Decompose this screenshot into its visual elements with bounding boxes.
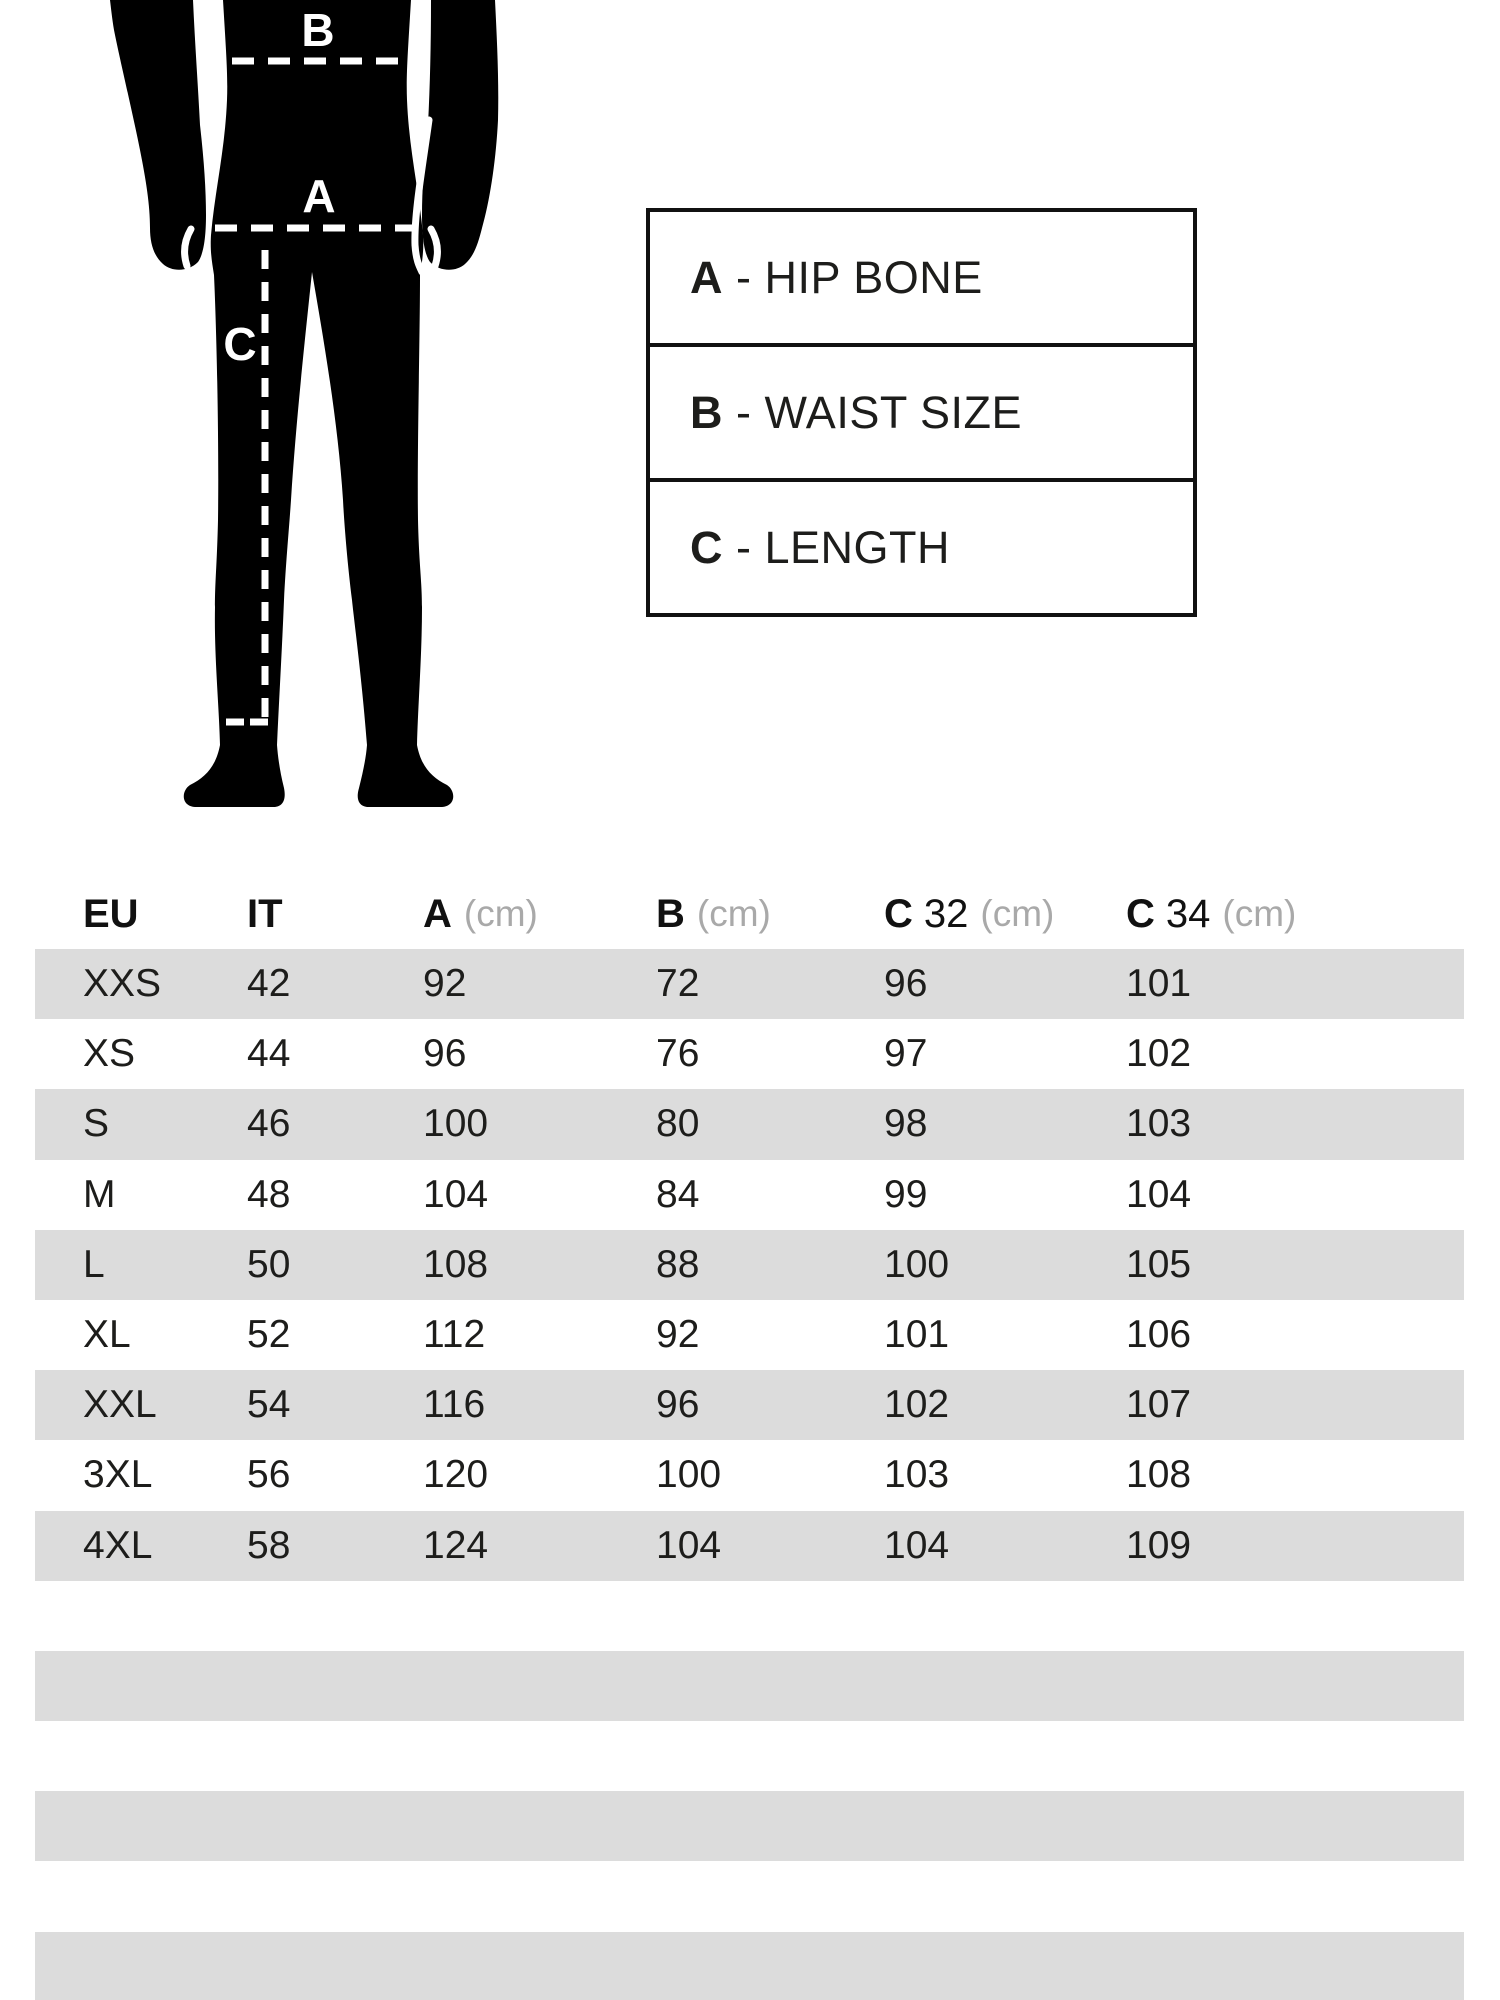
table-row — [35, 1651, 1464, 1721]
table-cell: 96 — [423, 1032, 467, 1076]
header-label: IT — [247, 891, 283, 936]
size-table-body — [35, 949, 1464, 2000]
figure-label-hip: A — [302, 170, 336, 222]
table-cell: 97 — [884, 1032, 928, 1076]
table-cell: 58 — [247, 1523, 291, 1567]
table-cell: 42 — [247, 962, 291, 1006]
table-cell: XL — [83, 1313, 131, 1357]
legend-dash: - — [736, 521, 752, 573]
table-cell: 76 — [656, 1032, 700, 1076]
table-cell: 105 — [1126, 1242, 1192, 1286]
table-cell: 101 — [884, 1313, 950, 1357]
legend-label: WAIST SIZE — [764, 386, 1023, 438]
table-cell: 101 — [1126, 962, 1192, 1006]
table-row — [35, 1019, 1464, 1089]
table-cell: 104 — [423, 1172, 489, 1216]
table-cell: 92 — [423, 962, 467, 1006]
header-sub-label: 34 — [1165, 891, 1211, 936]
table-cell: S — [83, 1102, 110, 1146]
table-cell: 109 — [1126, 1523, 1192, 1567]
header-unit: (cm) — [980, 893, 1055, 934]
table-row — [35, 1440, 1464, 1510]
table-cell: L — [83, 1242, 105, 1286]
table-header-cell — [247, 879, 283, 949]
table-cell: 56 — [247, 1453, 291, 1497]
table-row — [35, 1861, 1464, 1931]
figure-label-length: C — [223, 318, 257, 370]
table-cell: 80 — [656, 1102, 700, 1146]
table-cell: M — [83, 1172, 116, 1216]
table-cell: XXS — [83, 962, 162, 1006]
table-cell: 104 — [656, 1523, 722, 1567]
header-label: A — [423, 891, 452, 936]
table-cell: 100 — [884, 1242, 950, 1286]
table-cell: 50 — [247, 1242, 291, 1286]
table-row — [35, 1300, 1464, 1370]
table-cell: 108 — [1126, 1453, 1192, 1497]
table-cell: 99 — [884, 1172, 928, 1216]
header-sub-label: 32 — [923, 891, 969, 936]
table-cell: 102 — [884, 1383, 950, 1427]
legend-key: B — [690, 386, 723, 438]
legend-key: C — [690, 521, 723, 573]
table-header-cell — [1126, 879, 1296, 949]
table-cell: 96 — [656, 1383, 700, 1427]
table-cell: 46 — [247, 1102, 291, 1146]
legend-dash: - — [736, 386, 752, 438]
header-label: C — [1126, 891, 1155, 936]
table-cell: 120 — [423, 1453, 489, 1497]
table-cell: 3XL — [83, 1453, 153, 1497]
header-unit: (cm) — [696, 893, 771, 934]
table-row — [35, 1721, 1464, 1791]
measurement-legend — [646, 208, 1197, 617]
table-cell: 44 — [247, 1032, 291, 1076]
table-cell: XXL — [83, 1383, 157, 1427]
legend-dash: - — [736, 251, 752, 303]
table-cell: 104 — [1126, 1172, 1192, 1216]
table-cell: 107 — [1126, 1383, 1192, 1427]
table-cell: 116 — [423, 1383, 486, 1427]
table-cell: 96 — [884, 962, 928, 1006]
table-cell: 103 — [1126, 1102, 1192, 1146]
size-table-header — [35, 879, 1464, 949]
legend-row — [650, 212, 1193, 347]
legend-row — [650, 347, 1193, 482]
table-cell: 4XL — [83, 1523, 153, 1567]
legend-key: A — [690, 251, 723, 303]
header-label: C — [884, 891, 913, 936]
table-row — [35, 1230, 1464, 1300]
table-cell: 108 — [423, 1242, 489, 1286]
table-header-cell — [884, 879, 1054, 949]
table-row — [35, 1089, 1464, 1159]
table-row — [35, 1581, 1464, 1651]
table-cell: 88 — [656, 1242, 700, 1286]
header-label: B — [656, 891, 685, 936]
table-row — [35, 1160, 1464, 1230]
table-cell: 100 — [656, 1453, 722, 1497]
table-cell: 100 — [423, 1102, 489, 1146]
table-row — [35, 1511, 1464, 1581]
body-measurement-figure — [100, 0, 505, 810]
table-cell: 124 — [423, 1523, 489, 1567]
table-cell: 103 — [884, 1453, 950, 1497]
header-unit: (cm) — [1222, 893, 1297, 934]
table-row — [35, 949, 1464, 1019]
table-cell: 98 — [884, 1102, 928, 1146]
table-header-cell — [83, 879, 139, 949]
table-cell: 52 — [247, 1313, 291, 1357]
legend-label: HIP BONE — [764, 251, 983, 303]
figure-label-waist: B — [301, 4, 335, 56]
header-label: EU — [83, 891, 139, 936]
table-cell: 72 — [656, 962, 700, 1006]
table-header-cell — [423, 879, 538, 949]
table-cell: 102 — [1126, 1032, 1192, 1076]
table-cell: 106 — [1126, 1313, 1192, 1357]
header-unit: (cm) — [463, 893, 538, 934]
table-row — [35, 1791, 1464, 1861]
table-cell: 84 — [656, 1172, 700, 1216]
table-cell: 104 — [884, 1523, 950, 1567]
table-header-cell — [656, 879, 771, 949]
table-row — [35, 1932, 1464, 2000]
table-cell: 54 — [247, 1383, 291, 1427]
table-cell: XS — [83, 1032, 136, 1076]
table-cell: 92 — [656, 1313, 700, 1357]
table-cell: 48 — [247, 1172, 291, 1216]
table-cell: 112 — [423, 1313, 486, 1357]
silhouette-torso-legs — [184, 0, 453, 807]
legend-row — [650, 482, 1193, 613]
legend-label: LENGTH — [764, 521, 951, 573]
table-row — [35, 1370, 1464, 1440]
